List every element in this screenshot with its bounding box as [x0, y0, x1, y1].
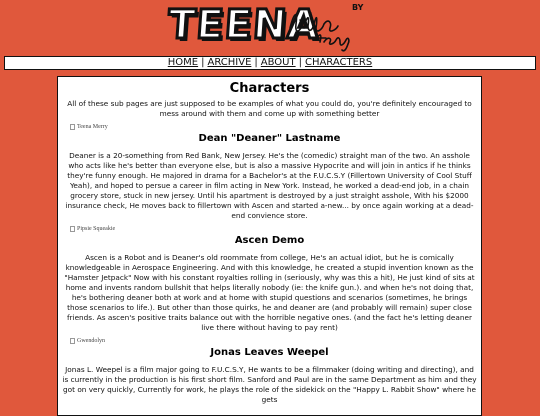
page-title: Characters [229, 81, 310, 96]
image-alt-text: Teena Merry [77, 124, 108, 130]
nav-separator: | [254, 57, 258, 68]
image-alt-text: Pipsie Squeakie [77, 226, 116, 232]
nav-separator: | [201, 57, 205, 68]
character-bio: Ascen is a Robot and is Deaner's old roommate from college, He's an actual idiot, but he is comically knowledgeable in Aerospace Engineering. And with this knowledge, he created a stupid invention known as the "Hamster Jetpack" Now with his constant royalties rolling in (seriously, why was this a hit), He just kind of sits at home and invents random bullshit that helps literally nobody (ie: the knife gun.). and when he's not doing that, he's bothering deaner both at work and at home with stupid questions and scenarios (sometimes, he brings those scenarios to life.). But other than those quirks, he and deaner are (and probably will remain) super close friends. As ascen's positive traits balance out with the horrible negative ones. (and the fact he's letting deaner live there without having to pay rent) [64, 253, 475, 332]
character-image [70, 225, 477, 233]
character-name: Ascen Demo [234, 235, 305, 246]
character-name: Dean "Deaner" Lastname [198, 133, 341, 144]
intro-text: All of these sub pages are just supposed to be examples of what you could do, you're definitely encouraged to mess around with them and come up with something better [67, 99, 472, 118]
nav-home-link[interactable]: HOME [167, 57, 199, 68]
nav-characters-link[interactable]: CHARACTERS [304, 57, 373, 68]
character-bio: Deaner is a 20-something from Red Bank, New Jersey. He's the (comedic) straight man of the two. An asshole who acts like he's better than everyone else, but is also a massive Hypocrite and will join in antics if he thinks they're funny enough. He majored in drama for a Bachelor's at the F.U.C.S.Y (Fillertown University of Cool Stuff Yeah), and hoped to persue a career in film acting in New York. Instead, he worked a dead-end job, in a chain grocery store, stuck in new jersey. Until his apartment is destroyed by a just straight asshole, With his $2000 insurance check, He moves back to fillertown with Ascen and started a-new... by once again working at a dead-end convience store. [65, 151, 474, 220]
image-alt-text: Gwendolyn [77, 338, 105, 344]
broken-image-icon [70, 124, 75, 130]
broken-image-icon [70, 338, 75, 344]
nav-archive-link[interactable]: ARCHIVE [207, 57, 252, 68]
by-label: BY [352, 3, 364, 12]
site-header [0, 0, 540, 56]
character-bio: Jonas L. Weepel is a film major going to F.U.C.S.Y, He wants to be a filmmaker (doing writing and directing), and is currently in the production is his first short film. Sanford and Paul are in the same Department as him and they got on very quickly, Currently for work, he plays the role of the sidekick on the "Happy L. Rabbit Show" where he gets [62, 365, 477, 404]
nav-separator: | [298, 57, 302, 68]
main-nav [4, 56, 536, 70]
site-logo[interactable]: TEENA [166, 2, 321, 48]
character-name: Jonas Leaves Weepel [210, 347, 329, 358]
character-image [70, 337, 477, 345]
author-signature [286, 6, 366, 52]
nav-about-link[interactable]: ABOUT [260, 57, 296, 68]
characters-panel [57, 76, 482, 416]
broken-image-icon [70, 226, 75, 232]
character-image [70, 123, 477, 131]
